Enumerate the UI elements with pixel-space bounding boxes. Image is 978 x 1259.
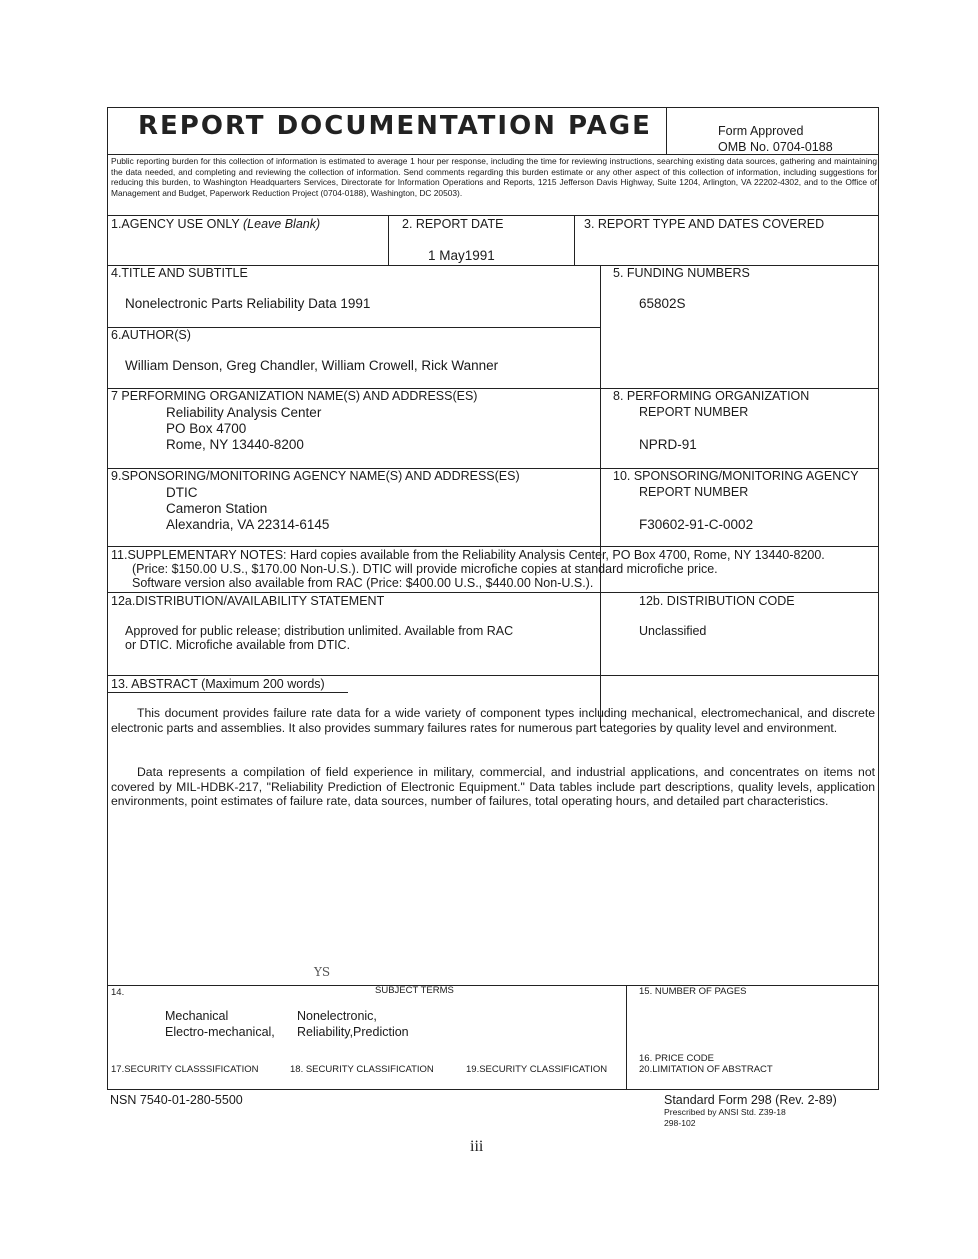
abstract-paragraph: This document provides failure rate data for a wide variety of component types including mechanical, electromechanical, and discrete electronic parts and assemblies. It also provides summary failures rates for numerous part categories by quality level and environment. bbox=[111, 706, 875, 735]
subject-terms-number: 14. bbox=[111, 987, 125, 998]
page-number: iii bbox=[470, 1138, 484, 1155]
performing-report-label: 8. PERFORMING ORGANIZATION bbox=[613, 389, 810, 403]
report-documentation-form bbox=[107, 107, 879, 1090]
performing-org-line: Rome, NY 13440-8200 bbox=[166, 437, 304, 452]
report-type-label: 3. REPORT TYPE AND DATES COVERED bbox=[584, 217, 825, 231]
title-subtitle-label: 4.TITLE AND SUBTITLE bbox=[111, 266, 248, 280]
handwritten-mark: YS bbox=[314, 965, 331, 979]
divider bbox=[108, 546, 878, 547]
distribution-statement-label: 12a.DISTRIBUTION/AVAILABILITY STATEMENT bbox=[111, 594, 385, 608]
standard-form: Standard Form 298 (Rev. 2-89) bbox=[664, 1093, 837, 1107]
nsn-number: NSN 7540-01-280-5500 bbox=[110, 1093, 243, 1107]
divider bbox=[108, 154, 878, 155]
authors-value: William Denson, Greg Chandler, William Crowell, Rick Wanner bbox=[125, 358, 499, 373]
distribution-code-value: Unclassified bbox=[639, 624, 707, 638]
security-classification-17: 17.SECURITY CLASSSIFICATION bbox=[111, 1064, 259, 1075]
price-code-label: 16. PRICE CODE bbox=[639, 1053, 714, 1064]
authors-label: 6.AUTHOR(S) bbox=[111, 328, 191, 342]
omb-number: OMB No. 0704-0188 bbox=[718, 140, 833, 154]
header-divider bbox=[666, 108, 667, 154]
performing-org-label: 7 PERFORMING ORGANIZATION NAME(S) AND ADDRESS(ES) bbox=[111, 389, 478, 403]
subject-term: Nonelectronic, bbox=[297, 1009, 377, 1023]
agency-use-label: 1.AGENCY USE ONLY (Leave Blank) bbox=[111, 217, 321, 231]
distribution-statement-value: or DTIC. Microfiche available from DTIC. bbox=[125, 638, 351, 652]
right-column-divider bbox=[600, 265, 601, 728]
divider bbox=[108, 675, 878, 676]
number-of-pages-label: 15. NUMBER OF PAGES bbox=[639, 986, 747, 997]
divider bbox=[108, 215, 878, 216]
sponsoring-agency-label: 9.SPONSORING/MONITORING AGENCY NAME(S) AND ADDRESS(ES) bbox=[111, 469, 520, 483]
title-value: Nonelectronic Parts Reliability Data 1991 bbox=[125, 296, 371, 311]
burden-statement: Public reporting burden for this collection of information is estimated to average 1 hour per response, including the time for reviewing instructions, searching existing data sources, gathering and maintaining the data needed, and completing and reviewing the collection of information. Send comments regarding this burden estimate or any other aspect of this collection of information, including suggestions for reducing this burden, to Washington Headquarters Services, Directorate for Information Operations and Reports, 1215 Jefferson Davis Highway, Suite 1204, Arlington, VA 22202-4302, and to the Office of Management and Budget, Paperwork Reduction Project (0704-0188), Washington, DC 20503). bbox=[111, 156, 877, 198]
divider bbox=[574, 215, 575, 265]
sponsoring-agency-line: Alexandria, VA 22314-6145 bbox=[166, 517, 330, 532]
report-date-value: 1 May1991 bbox=[428, 248, 495, 263]
supplementary-notes: 11.SUPPLEMENTARY NOTES: Hard copies available from the Reliability Analysis Center, PO Box 4700, Rome, NY 13440-8200. bbox=[111, 548, 825, 562]
prescribed-by: Prescribed by ANSI Std. Z39-18 bbox=[664, 1107, 786, 1117]
security-classification-18: 18. SECURITY CLASSIFICATION bbox=[290, 1064, 434, 1075]
sponsoring-agency-line: Cameron Station bbox=[166, 501, 268, 516]
funding-numbers-value: 65802S bbox=[639, 296, 686, 311]
abstract-paragraph: Data represents a compilation of field experience in military, commercial, and industrial applications, and concentrates on items not covered by MIL-HDBK-217, "Reliability Prediction of Electronic Equipment." Data tables include part descriptions, quality levels, application environments, point estimates of failure rate, data sources, number of failures, total operating hours, and detailed part characteristics. bbox=[111, 765, 875, 809]
divider bbox=[108, 592, 878, 593]
subject-term: Mechanical bbox=[165, 1009, 229, 1023]
abstract-label: 13. ABSTRACT (Maximum 200 words) bbox=[111, 677, 325, 691]
security-classification-19: 19.SECURITY CLASSIFICATION bbox=[466, 1064, 608, 1075]
form-approved-label: Form Approved bbox=[718, 124, 804, 138]
divider bbox=[626, 985, 627, 1090]
report-date-label: 2. REPORT DATE bbox=[402, 217, 504, 231]
funding-numbers-label: 5. FUNDING NUMBERS bbox=[613, 266, 750, 280]
supplementary-notes: Software version also available from RAC (Price: $400.00 U.S., $440.00 Non-U.S.). bbox=[132, 576, 594, 590]
sponsoring-report-label: 10. SPONSORING/MONITORING AGENCY bbox=[613, 469, 859, 483]
supplementary-notes: (Price: $150.00 U.S., $170.00 Non-U.S.). DTIC will provide microfiche copies at standard microfiche price. bbox=[132, 562, 718, 576]
subject-terms-label: SUBJECT TERMS bbox=[375, 985, 454, 996]
form-title: REPORT DOCUMENTATION PAGE bbox=[138, 111, 652, 141]
divider bbox=[108, 985, 878, 986]
subject-term: Reliability,Prediction bbox=[297, 1025, 409, 1039]
sponsoring-report-value: F30602-91-C-0002 bbox=[639, 517, 754, 532]
limitation-of-abstract-label: 20.LIMITATION OF ABSTRACT bbox=[639, 1064, 773, 1075]
distribution-code-label: 12b. DISTRIBUTION CODE bbox=[639, 594, 795, 608]
divider bbox=[388, 215, 389, 265]
performing-report-label: REPORT NUMBER bbox=[639, 405, 749, 419]
performing-org-line: PO Box 4700 bbox=[166, 421, 247, 436]
performing-org-line: Reliability Analysis Center bbox=[166, 405, 322, 420]
sponsoring-report-label: REPORT NUMBER bbox=[639, 485, 749, 499]
distribution-statement-value: Approved for public release; distribution unlimited. Available from RAC bbox=[125, 624, 514, 638]
form-code: 298-102 bbox=[664, 1118, 696, 1128]
sponsoring-agency-line: DTIC bbox=[166, 485, 198, 500]
subject-term: Electro-mechanical, bbox=[165, 1025, 275, 1039]
divider bbox=[108, 692, 348, 693]
performing-report-value: NPRD-91 bbox=[639, 437, 697, 452]
